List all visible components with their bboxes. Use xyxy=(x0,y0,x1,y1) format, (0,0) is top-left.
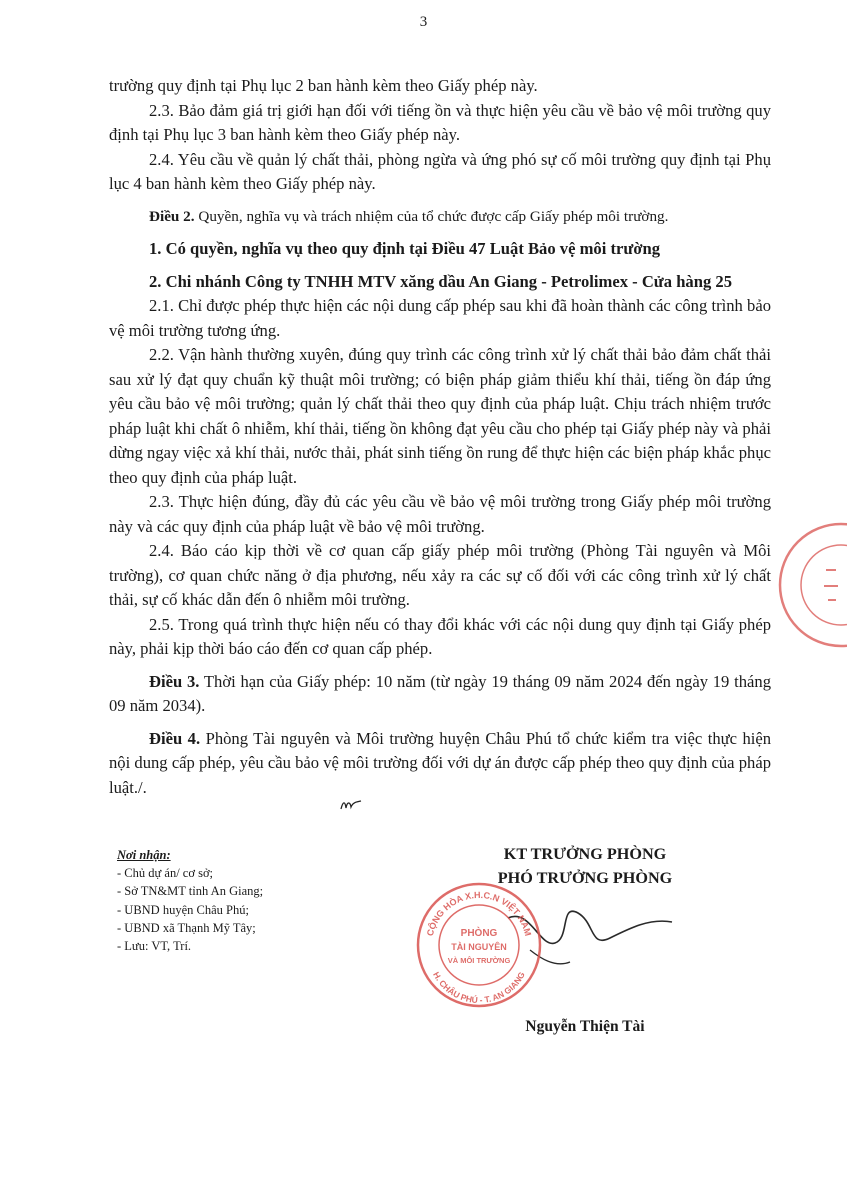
article-2-label: Điều 2. xyxy=(149,207,195,225)
recipients-block xyxy=(117,846,447,955)
article-4 xyxy=(109,727,771,801)
seal-center-line: VÀ MÔI TRƯỜNG xyxy=(447,956,511,965)
recipients-title: Nơi nhận: xyxy=(117,848,171,862)
recipient-item: - UBND huyện Châu Phú; xyxy=(117,902,249,917)
recipient-item: - Chủ dự án/ cơ sở; xyxy=(117,866,214,881)
section-heading: 2. Chi nhánh Công ty TNHH MTV xăng dầu An Giang - Petrolimex - Cửa hàng 25 xyxy=(149,271,733,291)
article-2 xyxy=(109,205,771,230)
section-heading: 1. Có quyền, nghĩa vụ theo quy định tại Điều 47 Luật Bảo vệ môi trường xyxy=(149,239,661,258)
document-body xyxy=(109,74,771,800)
signer-name: Nguyễn Thiện Tài xyxy=(525,1018,645,1035)
paragraph: trường quy định tại Phụ lục 2 ban hành kèm theo Giấy phép này. xyxy=(109,76,538,95)
seal-bottom-text: H. CHÂU PHÚ - T. AN GIANG xyxy=(431,970,527,1006)
seal-center-line: TÀI NGUYÊN xyxy=(451,942,507,952)
paragraph: 2.2. Vận hành thường xuyên, đúng quy trình các công trình xử lý chất thải bảo đảm chất thải sau xử lý đạt quy chuẩn kỹ thuật môi trường; có biện pháp giảm thiểu khí thải, tiếng ồn đáp ứng yêu cầu bảo vệ môi trường; quản lý chất thải theo quy định của pháp luật. Chịu trách nhiệm trước pháp luật khi chất ô nhiễm, khí thải, tiếng ồn không đạt yêu cầu cho phép tại Giấy phép này và phải dừng ngay việc xả khí thải, nước thải, phát sinh tiếng ồn rung để thực hiện các biện pháp khắc phục theo quy định của pháp luật. xyxy=(109,345,771,487)
recipient-item: - Sở TN&MT tỉnh An Giang; xyxy=(117,884,264,899)
recipient-item: - Lưu: VT, Trí. xyxy=(117,939,192,954)
svg-text:H. CHÂU PHÚ - T. AN GIANG xyxy=(431,970,527,1005)
recipients-list xyxy=(117,864,447,955)
paragraph: 2.3. Bảo đảm giá trị giới hạn đối với tiếng ồn và thực hiện yêu cầu về bảo vệ môi trường quy định tại Phụ lục 3 ban hành kèm theo Giấy phép này. xyxy=(109,100,771,144)
article-3 xyxy=(109,670,771,719)
article-3-label: Điều 3. xyxy=(149,671,200,691)
article-2-text: Quyền, nghĩa vụ và trách nhiệm của tổ chức được cấp Giấy phép môi trường. xyxy=(198,207,669,225)
seal-ring-text: CỘNG HÒA X.H.C.N VIỆT NAM xyxy=(424,889,534,938)
article-4-label: Điều 4. xyxy=(149,728,201,748)
recipient-item: - UBND xã Thạnh Mỹ Tây; xyxy=(117,920,256,935)
paragraph: 2.4. Yêu cầu về quản lý chất thải, phòng ngừa và ứng phó sự cố môi trường quy định tại Phụ lục 4 ban hành kèm theo Giấy phép này. xyxy=(109,149,771,193)
paragraph: 2.1. Chỉ được phép thực hiện các nội dung cấp phép sau khi đã hoàn thành các công trình bảo vệ môi trường tương ứng. xyxy=(109,296,771,340)
article-4-text: Phòng Tài nguyên và Môi trường huyện Châu Phú tổ chức kiểm tra việc thực hiện nội dung cấp phép, yêu cầu bảo vệ môi trường đối với dự án được cấp phép theo quy định của pháp luật./. xyxy=(109,728,772,797)
initials-mark xyxy=(339,798,363,812)
article-3-text: Thời hạn của Giấy phép: 10 năm (từ ngày 19 tháng 09 năm 2024 đến ngày 19 tháng 09 năm 2034). xyxy=(109,671,771,715)
paragraph: 2.3. Thực hiện đúng, đầy đủ các yêu cầu về bảo vệ môi trường trong Giấy phép môi trường này và các quy định của pháp luật về bảo vệ môi trường. xyxy=(109,492,771,536)
signature-subtitle: PHÓ TRƯỞNG PHÒNG xyxy=(497,869,673,887)
official-seal xyxy=(414,880,544,1010)
page-number: 3 xyxy=(419,14,428,30)
seal-center-line: PHÒNG xyxy=(460,928,498,939)
paragraph: 2.4. Báo cáo kịp thời về cơ quan cấp giấy phép môi trường (Phòng Tài nguyên và Môi trường), cơ quan chức năng ở địa phương, nếu xảy ra các sự cố đối với các công trình xử lý chất thải, sự cố khác dẫn đến ô nhiễm môi trường. xyxy=(109,541,771,609)
edge-seal-fragment xyxy=(776,520,847,650)
signature-title: KT TRƯỞNG PHÒNG xyxy=(503,845,667,863)
paragraph: 2.5. Trong quá trình thực hiện nếu có thay đổi khác với các nội dung quy định tại Giấy phép này, phải kịp thời báo cáo đến cơ quan cấp phép. xyxy=(109,614,771,658)
